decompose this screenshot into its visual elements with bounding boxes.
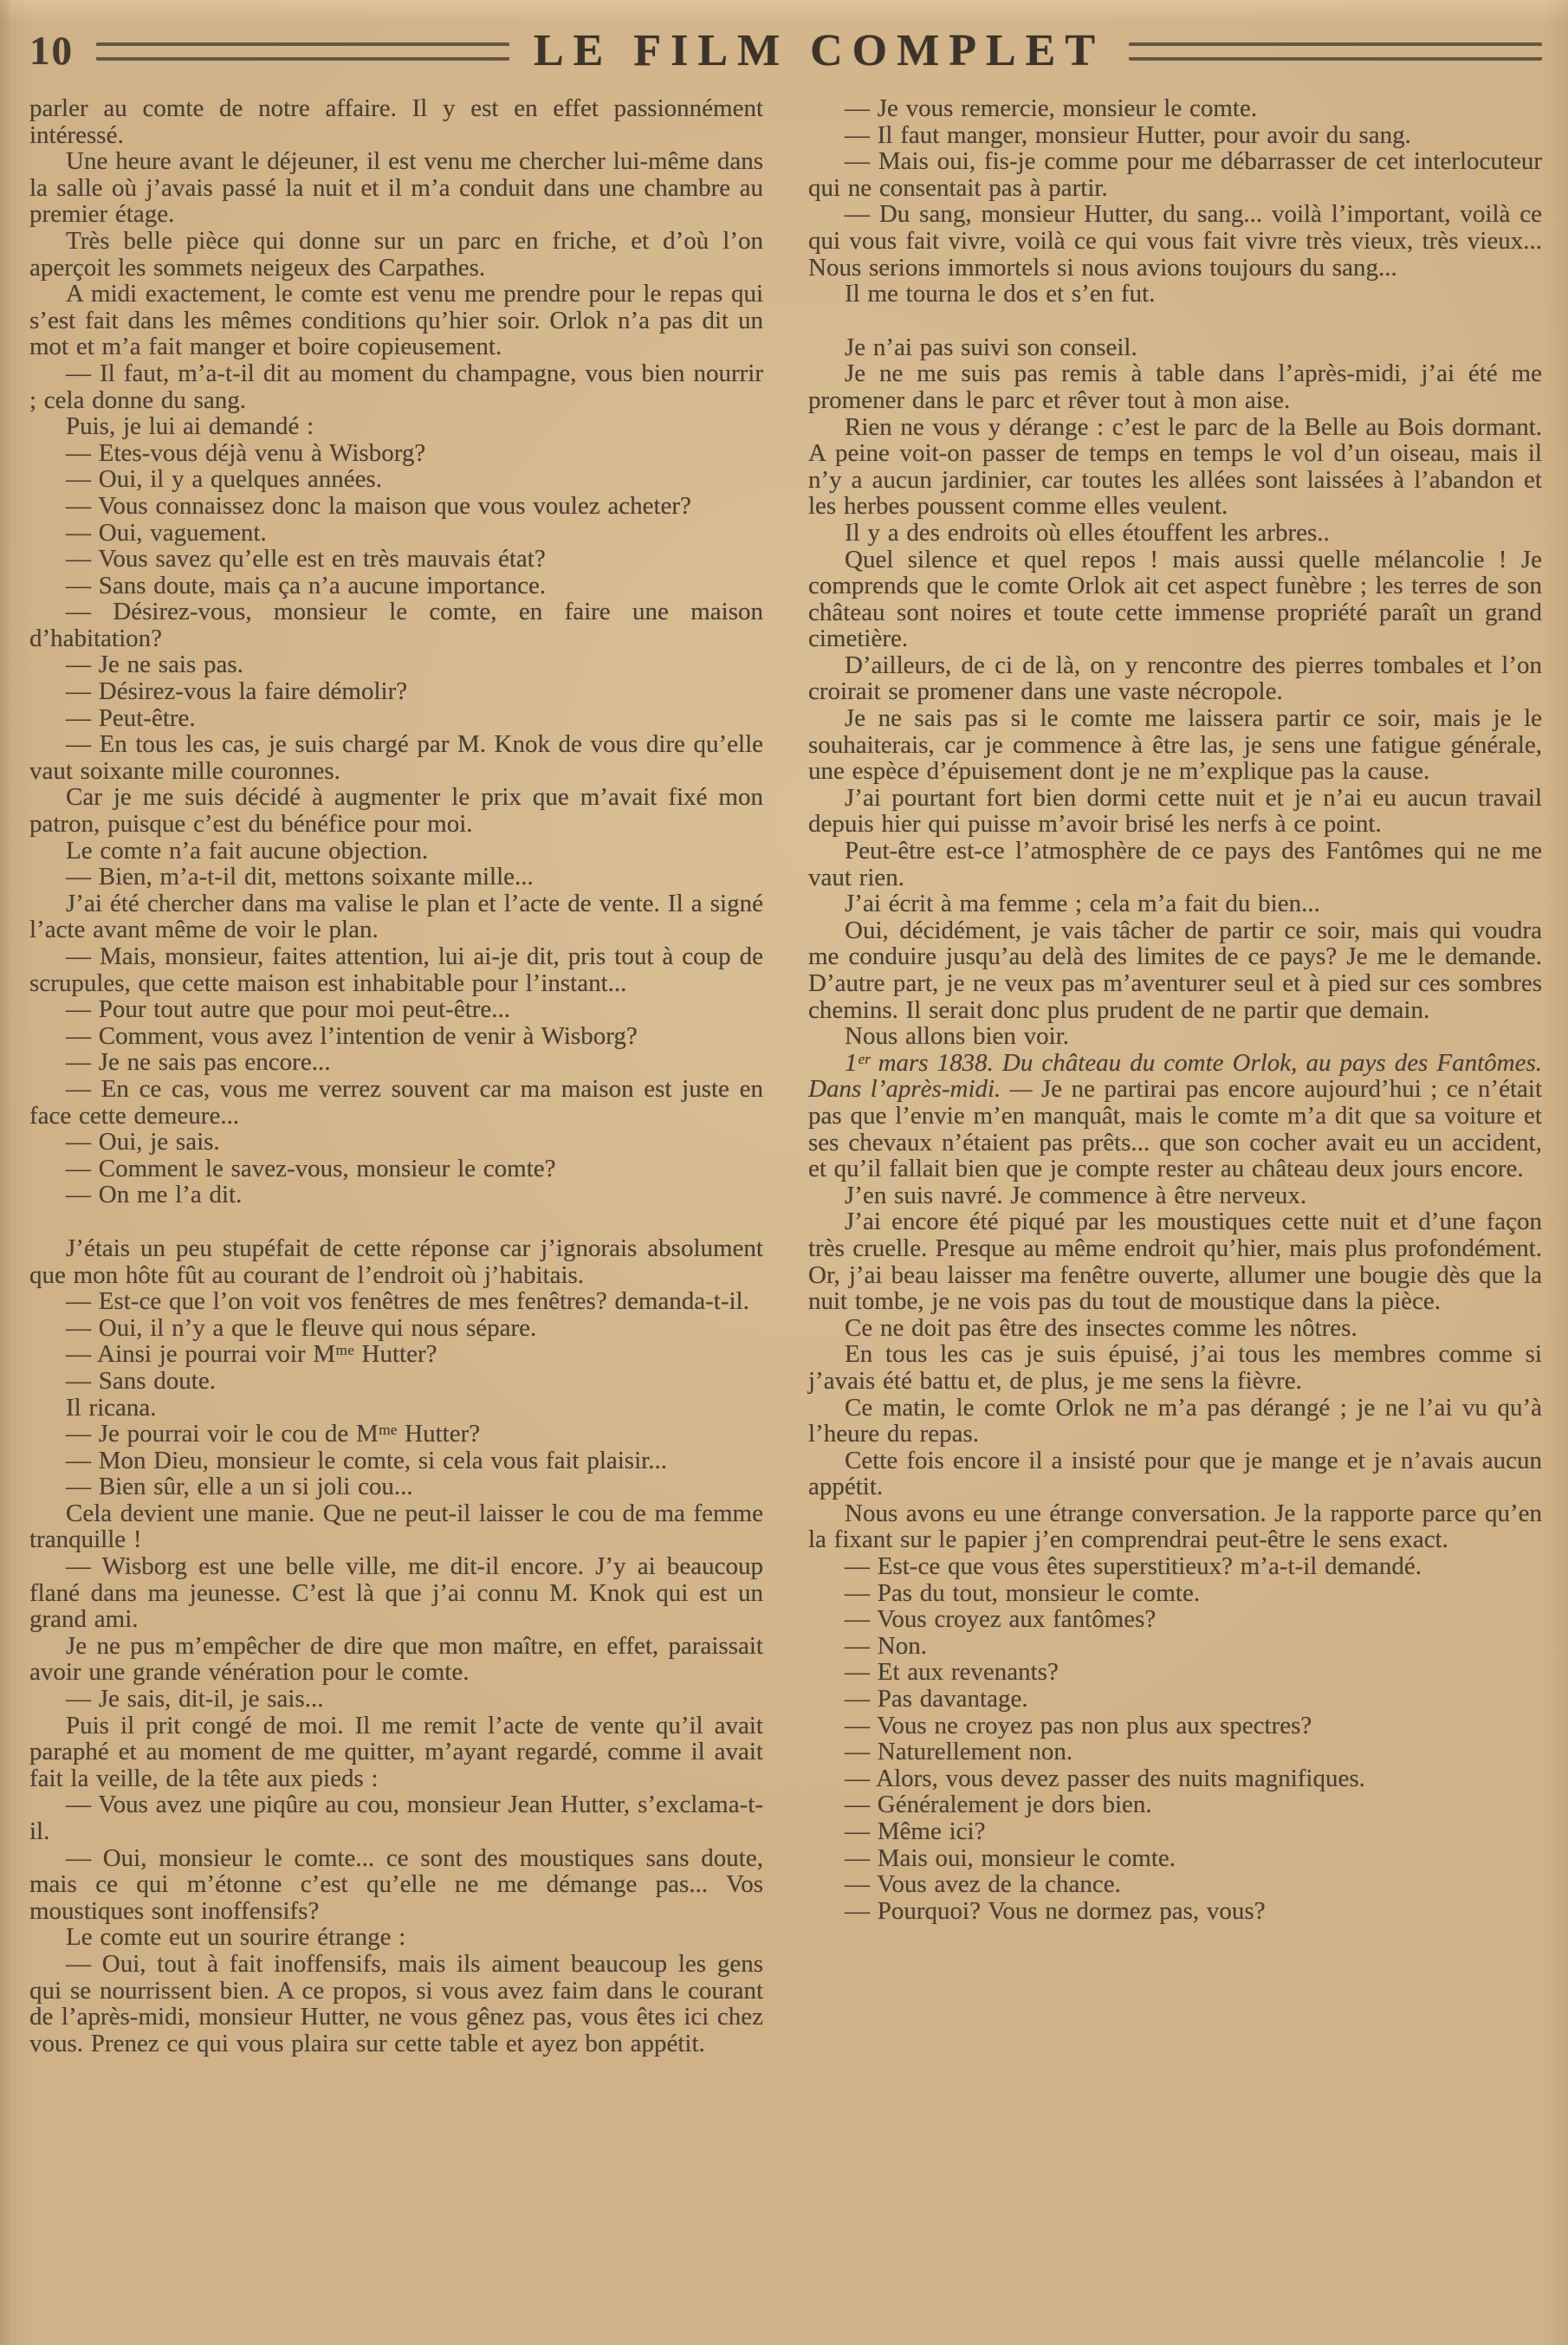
paragraph: Très belle pièce qui donne sur un parc en friche, et d’où l’on aperçoit les sommets neigeux des Carpathes. <box>29 226 763 282</box>
paragraph: J’étais un peu stupéfait de cette réponse car j’ignorais absolument que mon hôte fût au courant de l’endroit où j’habitais. <box>29 1234 763 1289</box>
dialogue-line: — Pas du tout, monsieur le comte. <box>845 1578 1201 1607</box>
dialogue-line: — Je vous remercie, monsieur le comte. <box>845 94 1258 122</box>
dialogue-line: — Oui, monsieur le comte... ce sont des moustiques sans doute, mais ce qui m’étonne c’est qu’elle ne me démange pas... Vos moustiques sont inoffensifs? <box>29 1843 763 1925</box>
dialogue-line: — Vous savez qu’elle est en très mauvais état? <box>66 545 546 573</box>
dialogue-line: — Comment, vous avez l’intention de venir à Wisborg? <box>66 1021 638 1050</box>
dialogue-line: — Wisborg est une belle ville, me dit-il encore. J’y ai beaucoup flané dans ma jeunesse. C’est là que j’ai connu M. Knok qui est un grand ami. <box>29 1552 763 1634</box>
paragraph: Peut-être est-ce l’atmosphère de ce pays des Fantômes qui ne me vaut rien. <box>808 837 1542 891</box>
masthead <box>29 23 1542 80</box>
entry-date-heading: 1ᵉʳ mars 1838. Du château du comte Orlok, au pays des Fantômes. Dans l’après-midi. — <box>808 1048 1542 1104</box>
dialogue-line: — Il faut manger, monsieur Hutter, pour avoir du sang. <box>845 120 1411 149</box>
paragraph: Car je me suis décidé à augmenter le prix que m’avait fixé mon patron, puisque c’est du bénéfice pour moi. <box>29 783 763 839</box>
paragraph: J’ai encore été piqué par les moustiques cette nuit et d’une façon très cruelle. Presque au même endroit qu’hier, mais plus profondément. Or, j’ai beau laisser ma fenêtre ouverte, allumer une bougie dès que la nuit tombe, je ne vois pas du tout de moustique dans la pièce. <box>808 1208 1542 1316</box>
paragraph: parler au comte de notre affaire. Il y est en effet passionnément intéressé. <box>29 94 763 149</box>
paragraph: J’ai pourtant fort bien dormi cette nuit et je n’ai eu aucun travail depuis hier qui puisse m’avoir brisé les nerfs à ce point. <box>808 783 1542 839</box>
paragraph: Cette fois encore il a insisté pour que je mange et je n’avais aucun appétit. <box>808 1446 1542 1501</box>
dialogue-line: — Sans doute, mais ça n’a aucune importance. <box>66 571 547 599</box>
paragraph: Ce ne doit pas être des insectes comme les nôtres. <box>845 1313 1357 1342</box>
dialogue-line: — Oui, il n’y a que le fleuve qui nous sépare. <box>66 1313 537 1342</box>
dialogue-line: — Oui, je sais. <box>66 1128 220 1156</box>
paragraph: J’en suis navré. Je commence à être nerveux. <box>845 1181 1307 1209</box>
paragraph: Puis, je lui ai demandé : <box>66 412 314 441</box>
paragraph: J’ai écrit à ma femme ; cela m’a fait du bien... <box>845 890 1320 918</box>
dialogue-line: — Il faut, m’a-t-il dit au moment du champagne, vous bien nourrir ; cela donne du sang. <box>29 359 763 414</box>
paragraph: Il me tourna le dos et s’en fut. <box>845 280 1156 308</box>
dialogue-line: — Même ici? <box>845 1817 986 1845</box>
dialogue-line: — Je ne sais pas encore... <box>66 1048 331 1077</box>
dialogue-line: — Est-ce que vous êtes superstitieux? m’a-t-il demandé. <box>845 1552 1422 1581</box>
paragraph: D’ailleurs, de ci de là, on y rencontre des pierres tombales et l’on croirait se promener dans une vaste nécropole. <box>808 651 1542 706</box>
paragraph: J’ai été chercher dans ma valise le plan et l’acte de vente. Il a signé l’acte avant même de voir le plan. <box>29 889 763 944</box>
dialogue-line: — Désirez-vous la faire démolir? <box>66 677 408 706</box>
dialogue-line: — Alors, vous devez passer des nuits magnifiques. <box>845 1764 1365 1792</box>
page-number: 10 <box>29 28 74 74</box>
dialogue-line: — Bien sûr, elle a un si joli cou... <box>66 1473 413 1501</box>
paragraph: Le comte n’a fait aucune objection. <box>66 836 429 865</box>
paragraph: Cela devient une manie. Que ne peut-il laisser le cou de ma femme tranquille ! <box>29 1499 763 1554</box>
paragraph: A midi exactement, le comte est venu me prendre pour le repas qui s’est fait dans les mêmes conditions qu’hier soir. Orlok n’a pas dit un mot et m’a fait manger et boire copieusement. <box>29 280 763 361</box>
paragraph: En tous les cas je suis épuisé, j’ai tous les membres comme si j’avais été battu et, de plus, je me sens la fièvre. <box>808 1340 1542 1395</box>
dialogue-line: — Peut-être. <box>66 703 196 732</box>
paragraph: Le comte eut un sourire étrange : <box>66 1923 406 1952</box>
paragraph: Nous allons bien voir. <box>845 1022 1070 1051</box>
paragraph: Oui, décidément, je vais tâcher de partir ce soir, mais qui voudra me conduire jusqu’au delà des limites de ce pays? Je me le demande. D’autre part, je ne veux pas m’aventurer seul et à pied sur ces sombres chemins. Il serait donc plus prudent de ne partir que demain. <box>808 916 1542 1024</box>
dialogue-line: — Oui, vaguement. <box>66 518 267 547</box>
dialogue-line: — Non. <box>845 1631 927 1660</box>
dialogue-line: — Du sang, monsieur Hutter, du sang... voilà l’important, voilà ce qui vous fait vivre, voilà ce qui vous fait vivre très vieux, très vieux... Nous serions immortels si nous avions toujours du sang... <box>808 200 1542 282</box>
paragraph: Puis il prit congé de moi. Il me remit l’acte de vente qu’il avait paraphé et au moment de me quitter, m’ayant regardé, comme il avait fait la veille, de la tête aux pieds : <box>29 1711 763 1792</box>
paragraph: Je ne pus m’empêcher de dire que mon maître, en effet, paraissait avoir une grande vénération pour le comte. <box>29 1631 763 1687</box>
dialogue-line: — Comment le savez-vous, monsieur le comte? <box>66 1154 556 1182</box>
journal-entry-paragraph: 1ᵉʳ mars 1838. Du château du comte Orlok, au pays des Fantômes. Dans l’après-midi. — Je ne partirai pas encore aujourd’hui ; ce n’était pas que l’envie m’en manquât, mais le comte m’a dit que sa voiture et ses chevaux n’étaient pas prêts... que son cocher avait eu un accident, et qu’il fallait bien que je compte rester au château deux jours encore. <box>808 1048 1542 1183</box>
dialogue-line: — Pas davantage. <box>845 1685 1028 1713</box>
masthead-rule-right <box>1129 42 1542 61</box>
right-column <box>808 95 1542 1924</box>
dialogue-line: — Pour tout autre que pour moi peut-être... <box>66 995 511 1024</box>
dialogue-line: — Mais oui, fis-je comme pour me débarrasser de cet interlocuteur qui ne consentait pas à partir. <box>808 147 1542 202</box>
paragraph: Je ne me suis pas remis à table dans l’après-midi, j’ai été me promener dans le parc et rêver tout à mon aise. <box>808 360 1542 414</box>
dialogue-line: — Et aux revenants? <box>845 1658 1059 1687</box>
dialogue-line: — Mais oui, monsieur le comte. <box>845 1843 1176 1872</box>
paragraph: Je ne sais pas si le comte me laissera partir ce soir, mais je le souhaiterais, car je commence à être las, je sens une fatigue générale, une espèce d’épuisement dont je ne m’explique pas la cause. <box>808 704 1542 786</box>
paragraph: Je n’ai pas suivi son conseil. <box>845 333 1137 361</box>
dialogue-line: — Vous connaissez donc la maison que vous voulez acheter? <box>66 491 691 520</box>
dialogue-line: — Je sais, dit-il, je sais... <box>66 1685 324 1713</box>
paragraph: Il y a des endroits où elles étouffent les arbres.. <box>845 518 1330 547</box>
dialogue-line: — En tous les cas, je suis chargé par M. Knok de vous dire qu’elle vaut soixante mille couronnes. <box>29 730 763 785</box>
masthead-rule-left <box>96 42 509 61</box>
dialogue-line: — Bien, m’a-t-il dit, mettons soixante mille... <box>66 863 534 891</box>
dialogue-line: — Sans doute. <box>66 1366 216 1395</box>
paragraph: Une heure avant le déjeuner, il est venu me chercher lui-même dans la salle où j’avais passé la nuit et il m’a conduit dans une chambre au premier étage. <box>29 147 763 229</box>
page-title: LE FILM COMPLET <box>533 26 1105 75</box>
dialogue-line: — Désirez-vous, monsieur le comte, en faire une maison d’habitation? <box>29 598 763 652</box>
dialogue-line: — Vous avez de la chance. <box>845 1870 1121 1899</box>
paragraph: Rien ne vous y dérange : c’est le parc de la Belle au Bois dormant. A peine voit-on passer de temps en temps le vol d’un oiseau, mais il n’y a aucun jardinier, car toutes les allées sont laissées à l’abandon et les herbes poussent comme elles veulent. <box>808 412 1542 521</box>
dialogue-line: — Oui, tout à fait inoffensifs, mais ils aiment beaucoup les gens qui se nourrissent bien. A ce propos, si vous avez faim dans le courant de l’après-midi, monsieur Hutter, ne vous gênez pas, vous êtes ici chez vous. Prenez ce qui vous plaira sur cette table et ayez bon appétit. <box>29 1949 763 2057</box>
dialogue-line: — En ce cas, vous me verrez souvent car ma maison est juste en face cette demeure... <box>29 1074 763 1130</box>
dialogue-line: — Mon Dieu, monsieur le comte, si cela vous fait plaisir... <box>66 1446 667 1474</box>
dialogue-line: — Vous ne croyez pas non plus aux spectres? <box>845 1711 1312 1739</box>
paragraph: Nous avons eu une étrange conversation. Je la rapporte parce qu’en la fixant sur le papier j’en comprendrai peut-être le sens exact. <box>808 1499 1542 1554</box>
dialogue-line: — Est-ce que l’on voit vos fenêtres de mes fenêtres? demanda-t-il. <box>66 1287 749 1316</box>
dialogue-line: — Ainsi je pourrai voir Mᵐᵉ Hutter? <box>66 1340 437 1369</box>
paragraph: Ce matin, le comte Orlok ne m’a pas dérangé ; je ne l’ai vu qu’à l’heure du repas. <box>808 1393 1542 1448</box>
dialogue-line: — Je pourrai voir le cou de Mᵐᵉ Hutter? <box>66 1420 481 1448</box>
text-columns <box>29 95 1542 2057</box>
dialogue-line: — Oui, il y a quelques années. <box>66 465 382 494</box>
paragraph: Il ricana. <box>66 1393 157 1422</box>
dialogue-line: — Vous avez une piqûre au cou, monsieur Jean Hutter, s’exclama-t-il. <box>29 1791 763 1845</box>
dialogue-line: — Mais, monsieur, faites attention, lui ai-je dit, pris tout à coup de scrupules, que cette maison est inhabitable pour l’instant... <box>29 943 763 997</box>
dialogue-line: — Je ne sais pas. <box>66 651 243 679</box>
paragraph: Quel silence et quel repos ! mais aussi quelle mélancolie ! Je comprends que le comte Orlok ait cet aspect funèbre ; les terres de son château sont noires et toute cette immense propriété paraît un grand cimetière. <box>808 545 1542 653</box>
dialogue-line: — Naturellement non. <box>845 1738 1073 1766</box>
dialogue-line: — Etes-vous déjà venu à Wisborg? <box>66 438 426 467</box>
dialogue-line: — Vous croyez aux fantômes? <box>845 1605 1157 1634</box>
dialogue-line: — On me l’a dit. <box>66 1181 243 1209</box>
left-column <box>29 95 763 2057</box>
dialogue-line: — Généralement je dors bien. <box>845 1791 1152 1819</box>
dialogue-line: — Pourquoi? Vous ne dormez pas, vous? <box>845 1896 1266 1925</box>
